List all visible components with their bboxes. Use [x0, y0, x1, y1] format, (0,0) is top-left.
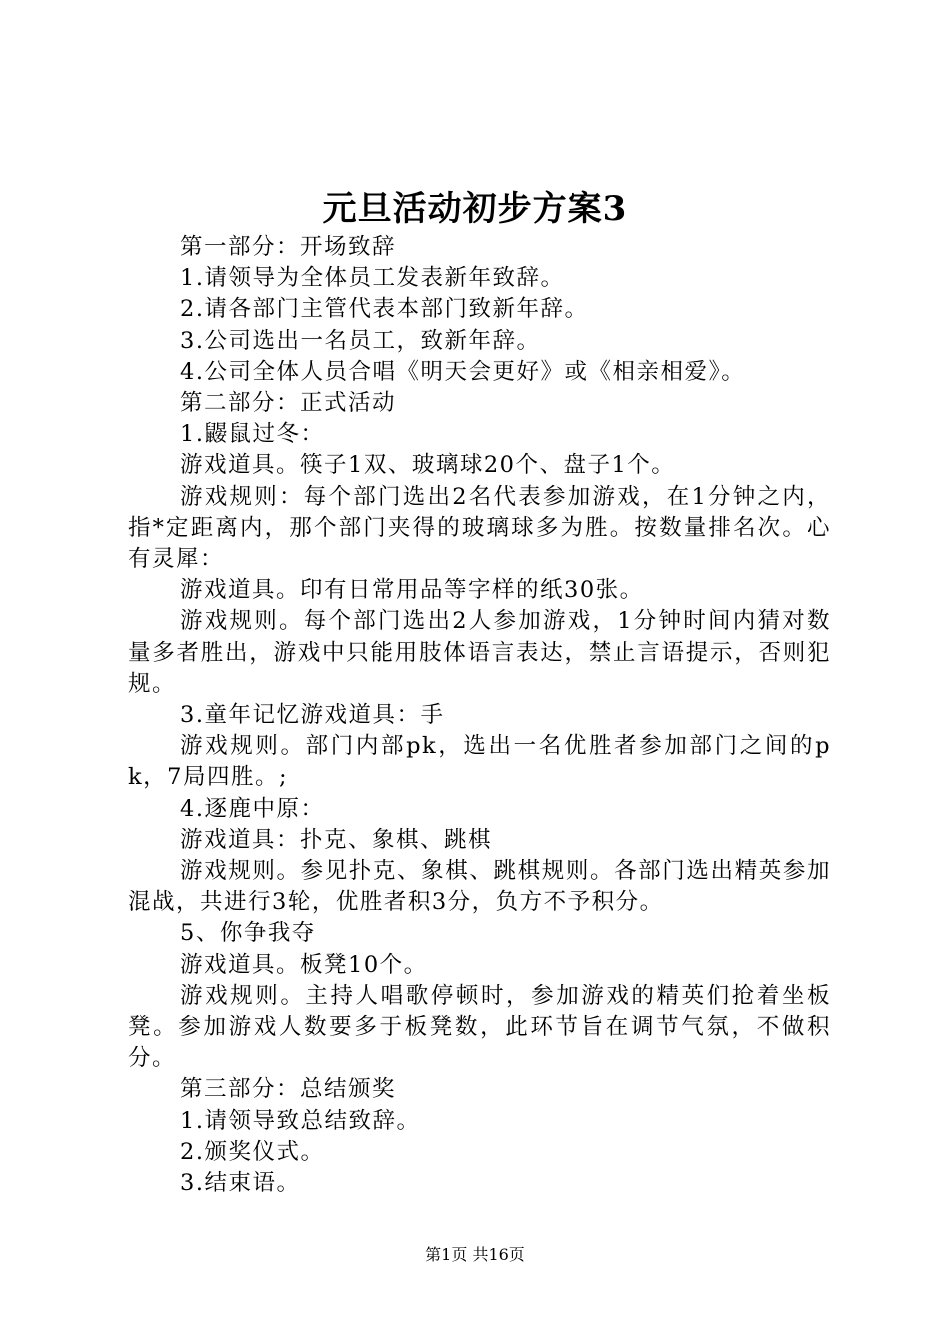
document-body [128, 232, 831, 1199]
paragraph: 游戏规则。主持人唱歌停顿时，参加游戏的精英们抢着坐板凳。参加游戏人数要多于板凳数，此环节旨在调节气氛，不做积分。 [128, 982, 831, 1072]
paragraph: 游戏规则。每个部门选出2人参加游戏，1分钟时间内猜对数量多者胜出，游戏中只能用肢体语言表达，禁止言语提示，否则犯规。 [128, 608, 831, 697]
paragraph: 4.逐鹿中原： [180, 795, 325, 822]
paragraph: 游戏规则。部门内部pk，选出一名优胜者参加部门之间的pk，7局四胜。; [128, 733, 831, 791]
paragraph: 游戏规则：每个部门选出2名代表参加游戏，在1分钟之内，指*定距离内，那个部门夹得的玻璃球多为胜。按数量排名次。心有灵犀： [128, 483, 831, 573]
paragraph: 2.请各部门主管代表本部门致新年辞。 [180, 296, 589, 323]
paragraph: 5、你争我夺 [180, 920, 316, 947]
paragraph: 2.颁奖仪式。 [180, 1138, 325, 1165]
section-heading-3: 第三部分：总结颁奖 [180, 1076, 397, 1103]
paragraph: 3.童年记忆游戏道具：手 [180, 702, 445, 729]
paragraph: 3.公司选出一名员工，致新年辞。 [180, 327, 541, 354]
paragraph: 游戏道具。板凳10个。 [180, 951, 428, 978]
paragraph: 1.鼹鼠过冬： [180, 421, 325, 448]
section-heading-1: 第一部分：开场致辞 [180, 234, 397, 260]
page-number-footer: 第1页 共16页 [425, 1245, 525, 1264]
paragraph: 1.请领导致总结致辞。 [180, 1107, 421, 1134]
paragraph: 游戏道具。印有日常用品等字样的纸30张。 [180, 577, 644, 604]
section-heading-2: 第二部分：正式活动 [180, 390, 397, 417]
paragraph: 游戏道具：扑克、象棋、跳棋 [180, 826, 493, 853]
document-title: 元旦活动初步方案3 [322, 189, 628, 229]
paragraph: 游戏道具。筷子1双、玻璃球20个、盘子1个。 [180, 452, 676, 479]
paragraph: 3.结束语。 [180, 1170, 301, 1197]
paragraph: 4.公司全体人员合唱《明天会更好》或《相亲相爱》。 [180, 358, 746, 385]
paragraph: 1.请领导为全体员工发表新年致辞。 [180, 265, 565, 292]
paragraph: 游戏规则。参见扑克、象棋、跳棋规则。各部门选出精英参加混战，共进行3轮，优胜者积3分，负方不予积分。 [128, 858, 831, 916]
